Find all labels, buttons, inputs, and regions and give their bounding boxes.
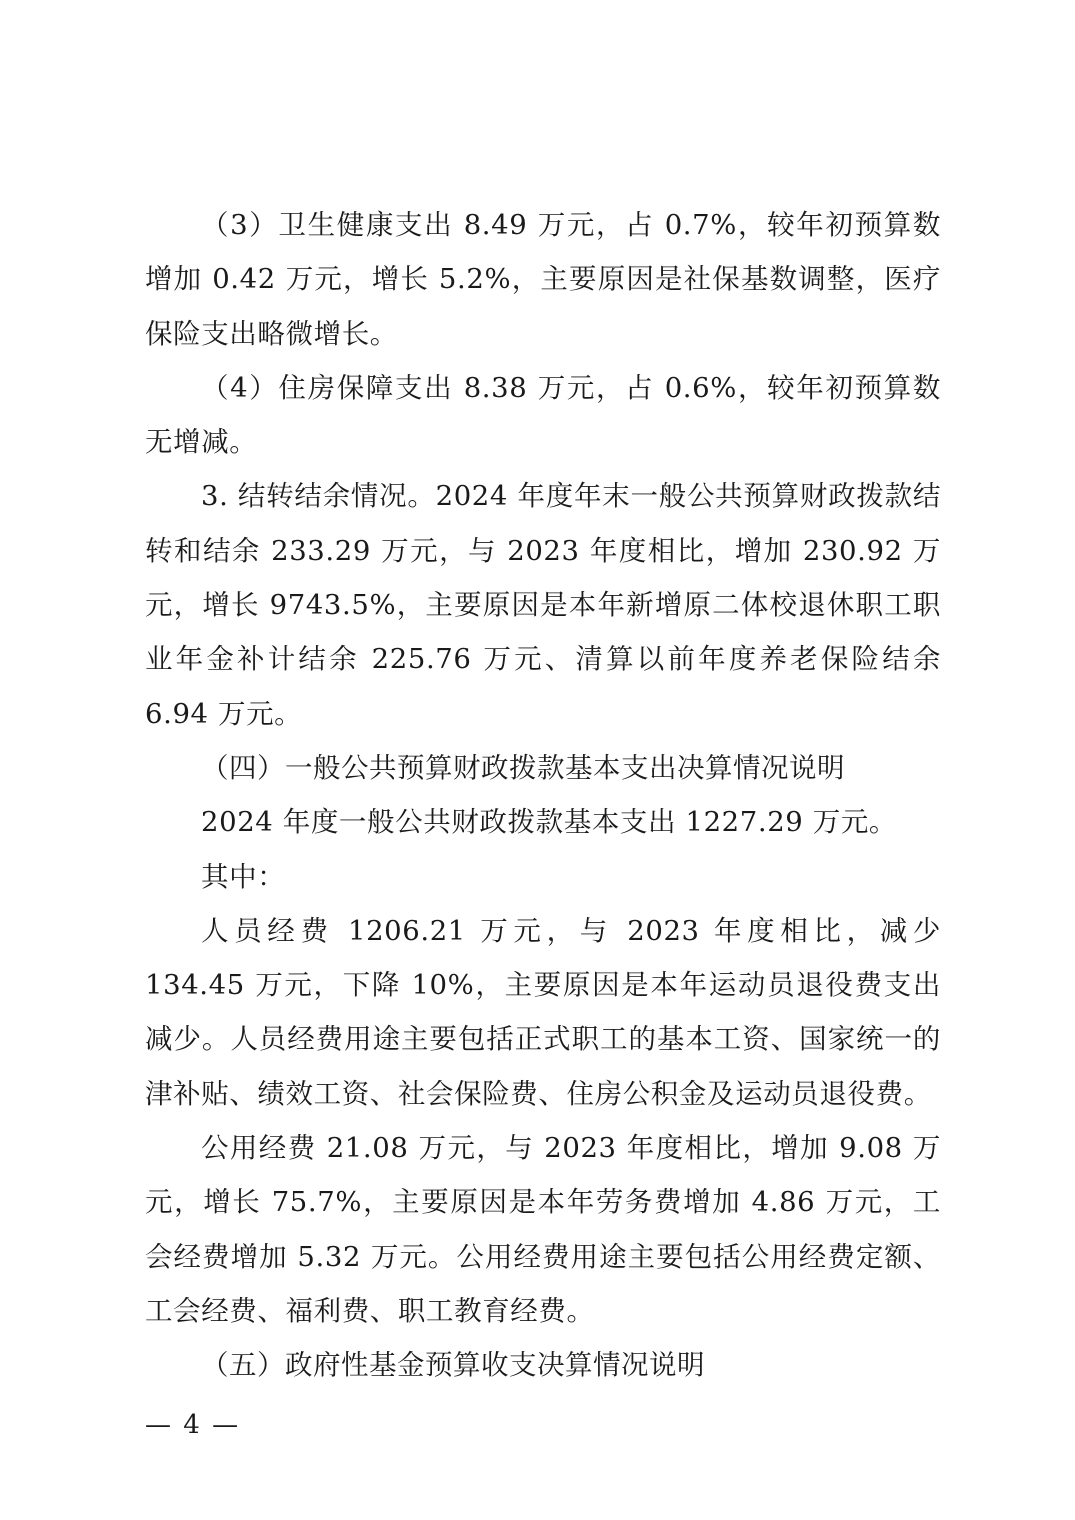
- paragraph-basic-expenditure-total: 2024 年度一般公共财政拨款基本支出 1227.29 万元。: [201, 806, 898, 839]
- section-heading-government-fund: （五）政府性基金预算收支决算情况说明: [201, 1349, 705, 1382]
- paragraph-personnel-expenses: 人员经费 1206.21 万元，与 2023 年度相比，减少 134.45 万元，下降 10%，主要原因是本年运动员退役费支出减少。人员经费用途主要包括正式职工的基本工资、国家统一的津补贴、绩效工资、社会保险费、住房公积金及运动员退役费。: [145, 914, 941, 1110]
- paragraph-carryover-balance: 3. 结转结余情况。2024 年度年末一般公共预算财政拨款结转和结余 233.29 万元，与 2023 年度相比，增加 230.92 万元，增长 9743.5%，主要原因是本年新增原二体校退休职工职业年金补计结余 225.76 万元、清算以前年度养老保险结余 6.94 万元。: [145, 480, 941, 730]
- paragraph-public-expenses: 公用经费 21.08 万元，与 2023 年度相比，增加 9.08 万元，增长 75.7%，主要原因是本年劳务费增加 4.86 万元，工会经费增加 5.32 万元。公用经费用途主要包括公用经费定额、工会经费、福利费、职工教育经费。: [145, 1132, 941, 1327]
- page-number: — 4 —: [145, 1410, 241, 1440]
- paragraph-among-which: 其中：: [201, 860, 286, 893]
- paragraph-housing-expenditure: （4）住房保障支出 8.38 万元，占 0.6%，较年初预算数无增减。: [145, 371, 941, 459]
- section-heading-basic-expenditure: （四）一般公共预算财政拨款基本支出决算情况说明: [201, 751, 845, 784]
- paragraph-health-expenditure: （3）卫生健康支出 8.49 万元，占 0.7%，较年初预算数增加 0.42 万元，增长 5.2%，主要原因是社保基数调整，医疗保险支出略微增长。: [145, 209, 941, 350]
- document-page: [145, 198, 941, 1393]
